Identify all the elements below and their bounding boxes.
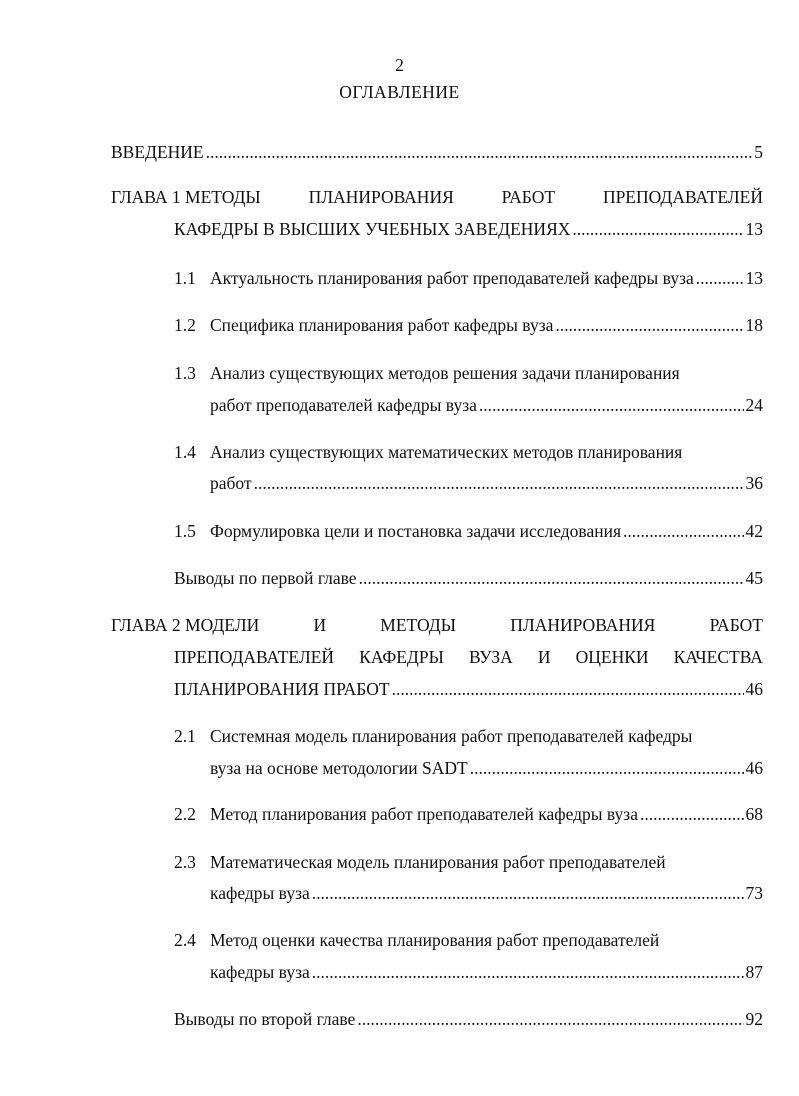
entry-page: 42 xyxy=(745,521,763,541)
section-number: 1.5 xyxy=(174,521,196,541)
entry-page: 13 xyxy=(745,219,763,239)
entry-text: работ xyxy=(210,473,252,493)
entry-page: 45 xyxy=(745,568,763,588)
entry-page: 87 xyxy=(745,962,763,982)
chapter-word: ПЛАНИРОВАНИЯ xyxy=(308,187,454,207)
leader-dots xyxy=(555,314,743,336)
toc-section-1-4-line2 xyxy=(210,472,763,494)
leader-dots xyxy=(206,141,753,163)
toc-chapter-2-line2 xyxy=(174,646,763,668)
toc-section-2-1-line2 xyxy=(210,757,763,779)
leader-dots xyxy=(470,757,744,779)
entry-text: Математическая модель планирования работ преподавателей xyxy=(210,852,666,872)
section-number: 1.3 xyxy=(174,363,196,383)
entry-text: Актуальность планирования работ преподавателей кафедры вуза xyxy=(210,268,694,288)
entry-page: 18 xyxy=(745,315,763,335)
page-number: 2 xyxy=(395,55,404,75)
section-number: 2.4 xyxy=(174,930,196,950)
entry-text: Метод планирования работ преподавателей кафедры вуза xyxy=(210,804,638,824)
chapter-word: ПРЕПОДАВАТЕЛЕЙ xyxy=(602,187,763,207)
leader-dots xyxy=(572,218,743,240)
entry-text: ПЛАНИРОВАНИЯ ПРАБОТ xyxy=(174,679,390,699)
entry-text: Специфика планирования работ кафедры вуза xyxy=(210,315,554,335)
chapter-word: РАБОТ xyxy=(501,187,556,207)
section-number: 2.3 xyxy=(174,852,196,872)
entry-text: Системная модель планирования работ преподавателей кафедры xyxy=(210,726,693,746)
toc-section-2-2 xyxy=(174,803,763,825)
leader-dots xyxy=(312,882,744,904)
toc-section-1-1 xyxy=(174,267,763,289)
leader-dots xyxy=(357,1008,743,1030)
entry-text: вуза на основе методологии SADT xyxy=(210,758,468,778)
entry-page: 46 xyxy=(745,758,763,778)
entry-text: ВВЕДЕНИЕ xyxy=(111,142,204,162)
toc-section-1-3-line1 xyxy=(174,362,763,384)
entry-page: 92 xyxy=(745,1009,763,1029)
chapter-word: ГЛАВА 1 МЕТОДЫ xyxy=(111,187,261,207)
leader-dots xyxy=(359,567,744,589)
toc-section-2-1-line1 xyxy=(174,725,763,747)
leader-dots xyxy=(623,520,743,542)
chapter-word: ПЛАНИРОВАНИЯ xyxy=(510,615,656,635)
section-number: 1.1 xyxy=(174,268,196,288)
entry-text: Выводы по первой главе xyxy=(174,568,357,588)
entry-page: 73 xyxy=(745,883,763,903)
entry-text: КАФЕДРЫ В ВЫСШИХ УЧЕБНЫХ ЗАВЕДЕНИЯХ xyxy=(174,219,571,239)
chapter-word: ВУЗА xyxy=(468,647,513,667)
entry-page: 46 xyxy=(745,679,763,699)
chapter-word: МЕТОДЫ xyxy=(380,615,456,635)
entry-text: работ преподавателей кафедры вуза xyxy=(210,395,477,415)
chapter-word: КАЧЕСТВА xyxy=(673,647,763,667)
toc-entry-intro xyxy=(111,141,763,163)
leader-dots xyxy=(392,678,744,700)
toc-section-1-5 xyxy=(174,520,763,542)
entry-page: 13 xyxy=(745,268,763,288)
leader-dots xyxy=(312,961,744,983)
section-number: 2.2 xyxy=(174,804,196,824)
toc-section-2-3-line1 xyxy=(174,851,763,873)
entry-text: Анализ существующих математических методов планирования xyxy=(210,442,683,462)
entry-text: Формулировка цели и постановка задачи исследования xyxy=(210,521,622,541)
toc-section-1-3-line2 xyxy=(210,394,763,416)
chapter-word: ОЦЕНКИ xyxy=(575,647,649,667)
leader-dots xyxy=(640,803,744,825)
leader-dots xyxy=(479,394,744,416)
entry-page: 68 xyxy=(745,804,763,824)
chapter-word: КАФЕДРЫ xyxy=(359,647,444,667)
chapter-word: РАБОТ xyxy=(709,615,763,635)
toc-conclusions-2 xyxy=(174,1008,763,1030)
toc-chapter-2-line3 xyxy=(174,678,763,700)
leader-dots xyxy=(254,472,744,494)
section-number: 2.1 xyxy=(174,726,196,746)
chapter-word: И xyxy=(313,615,327,635)
toc-section-1-2 xyxy=(174,314,763,336)
entry-text: кафедры вуза xyxy=(210,962,310,982)
toc-section-2-3-line2 xyxy=(210,882,763,904)
chapter-word: И xyxy=(537,647,551,667)
entry-page: 5 xyxy=(754,142,763,162)
toc-section-2-4-line1 xyxy=(174,929,763,951)
toc-chapter-1-line2 xyxy=(174,218,763,240)
entry-page: 36 xyxy=(745,473,763,493)
page-title: ОГЛАВЛЕНИЕ xyxy=(339,82,460,102)
toc-section-2-4-line2 xyxy=(210,961,763,983)
toc-section-1-4-line1 xyxy=(174,441,763,463)
entry-text: кафедры вуза xyxy=(210,883,310,903)
section-number: 1.4 xyxy=(174,442,196,462)
chapter-word: ГЛАВА 2 МОДЕЛИ xyxy=(111,615,260,635)
entry-text: Анализ существующих методов решения задачи планирования xyxy=(210,363,680,383)
toc-chapter-2-line1 xyxy=(111,614,763,636)
entry-text: Метод оценки качества планирования работ преподавателей xyxy=(210,930,660,950)
chapter-word: ПРЕПОДАВАТЕЛЕЙ xyxy=(174,647,335,667)
entry-page: 24 xyxy=(745,395,763,415)
toc-conclusions-1 xyxy=(174,567,763,589)
toc-chapter-1-line1 xyxy=(111,186,763,208)
entry-text: Выводы по второй главе xyxy=(174,1009,356,1029)
section-number: 1.2 xyxy=(174,315,196,335)
leader-dots xyxy=(696,267,744,289)
